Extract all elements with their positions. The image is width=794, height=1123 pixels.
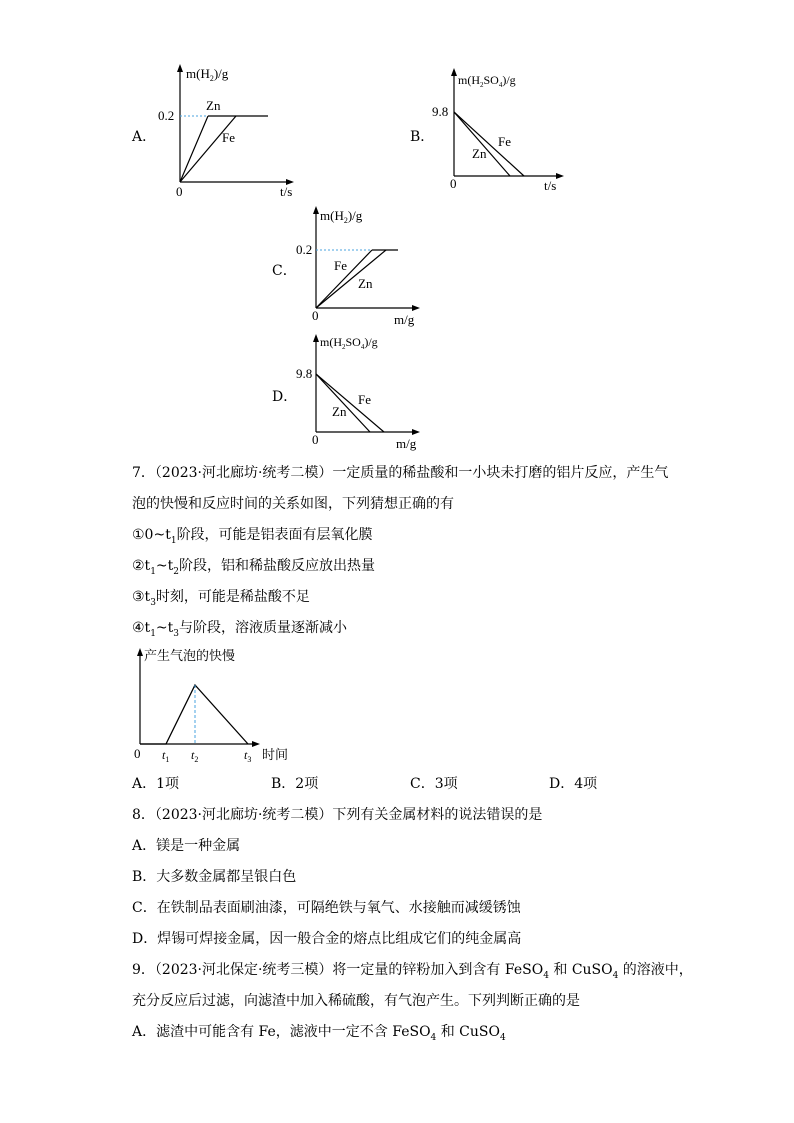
q8-option-d[interactable]: D．焊锡可焊接金属，因一般合金的熔点比组成它们的纯金属高	[132, 931, 522, 947]
q8-stem: 8．（2023·河北廊坊·统考二模）下列有关金属材料的说法错误的是	[132, 807, 543, 823]
graph-a-xlabel: t/s	[280, 184, 293, 199]
graph-c-ytick: 0.2	[296, 242, 313, 257]
option-d-label: D．	[272, 389, 298, 405]
graph-a-fe-line	[180, 116, 236, 182]
graph-a-zn-label: Zn	[206, 98, 221, 113]
graph-c-fe-label: Fe	[334, 258, 347, 273]
q7-option-a[interactable]: A．1项	[132, 776, 180, 792]
graph-c-origin: 0	[312, 308, 319, 323]
q7-stem-line2: 泡的快慢和反应时间的关系如图，下列猜想正确的有	[132, 496, 454, 512]
q7-graph	[128, 644, 298, 770]
graph-d-xlabel: m/g	[396, 436, 417, 451]
q9-option-a[interactable]: A．滤渣中可能含有 Fe，滤液中一定不含 FeSO$_4$ 和 CuSO$_4$	[132, 1024, 506, 1043]
graph-b-fe-line	[454, 112, 524, 176]
graph-b-y-arrow	[451, 68, 457, 76]
q7-option-b[interactable]: B．2项	[271, 776, 319, 792]
graph-d-zn-label: Zn	[332, 404, 347, 419]
q8-option-b[interactable]: B．大多数金属都呈银白色	[132, 869, 297, 885]
q7-statement-3: $③t_3$时刻，可能是稀盐酸不足	[132, 589, 310, 608]
q8-option-a[interactable]: A．镁是一种金属	[132, 838, 241, 854]
graph-a-fe-label: Fe	[222, 130, 235, 145]
q7-statement-2: $②t_1\sim t_2$阶段，铝和稀盐酸反应放出热量	[132, 558, 376, 577]
graph-d-fe-label: Fe	[358, 392, 371, 407]
graph-b-ylabel: $m(H_2SO_4)/g$	[458, 73, 516, 89]
graph-c	[296, 204, 426, 328]
graph-d	[296, 332, 426, 454]
graph-c-zn-line	[316, 250, 386, 308]
q7-graph-t2-label: $t_2$	[191, 748, 199, 764]
option-b-label: B．	[410, 129, 435, 145]
q9-stem-line2: 充分反应后过滤，向滤渣中加入稀硫酸，有气泡产生。下列判断正确的是	[132, 993, 580, 1009]
q7-graph-rate-curve	[140, 685, 248, 744]
option-a-label: A．	[132, 129, 157, 145]
graph-a-origin: 0	[176, 184, 183, 199]
graph-b-zn-label: Zn	[472, 146, 487, 161]
graph-b-fe-label: Fe	[498, 134, 511, 149]
graph-d-ylabel: $m(H_2SO_4)/g$	[320, 335, 378, 351]
q7-graph-x-arrow	[252, 741, 260, 747]
graph-b	[432, 66, 572, 196]
q8-option-c[interactable]: C．在铁制品表面刷油漆，可隔绝铁与氧气、水接触而减缓锈蚀	[132, 900, 521, 916]
graph-a-ytick: 0.2	[158, 108, 175, 123]
q7-option-d[interactable]: D．4项	[549, 776, 598, 792]
graph-c-x-arrow	[412, 305, 420, 311]
option-c-label: C．	[272, 263, 297, 279]
q7-graph-origin: 0	[134, 746, 141, 761]
graph-a	[160, 62, 300, 202]
graph-c-xlabel: m/g	[394, 312, 415, 327]
graph-a-ylabel: $m(H_2)/g$	[186, 66, 229, 83]
graph-b-xlabel: t/s	[544, 178, 557, 193]
q7-statement-1: $①0\sim t_1$阶段，可能是铝表面有层氧化膜	[132, 527, 373, 546]
graph-b-ytick: 9.8	[432, 104, 449, 119]
q9-stem-line1: 9．（2023·河北保定·统考三模）将一定量的锌粉加入到含有 FeSO$_4$ 和 CuSO$_4$ 的溶液中，	[132, 962, 693, 981]
graph-d-x-arrow	[412, 429, 420, 435]
q7-option-c[interactable]: C．3项	[410, 776, 458, 792]
graph-a-zn-line	[180, 116, 208, 182]
q7-graph-xlabel: 时间	[262, 747, 289, 762]
q7-graph-t1-label: $t_1$	[162, 748, 170, 764]
graph-b-x-arrow	[556, 173, 564, 179]
graph-c-y-arrow	[313, 206, 319, 214]
q7-graph-ylabel: 产生气泡的快慢	[144, 648, 236, 663]
graph-d-origin: 0	[312, 432, 319, 447]
q7-stem-line1: 7．（2023·河北廊坊·统考二模）一定质量的稀盐酸和一小块未打磨的铝片反应，产生气	[132, 465, 669, 481]
graph-a-y-arrow	[177, 64, 183, 72]
q7-graph-y-arrow	[137, 648, 143, 656]
q7-statement-4: $④t_1\sim t_3$与阶段，溶液质量逐渐减小	[132, 620, 348, 639]
graph-d-y-arrow	[313, 334, 319, 342]
graph-d-fe-line	[316, 374, 384, 432]
q7-graph-t3-label: $t_3$	[244, 748, 252, 764]
graph-d-ytick: 9.8	[296, 366, 313, 381]
graph-c-ylabel: $m(H_2)/g$	[320, 208, 363, 225]
graph-b-origin: 0	[450, 176, 457, 191]
graph-c-zn-label: Zn	[358, 276, 373, 291]
